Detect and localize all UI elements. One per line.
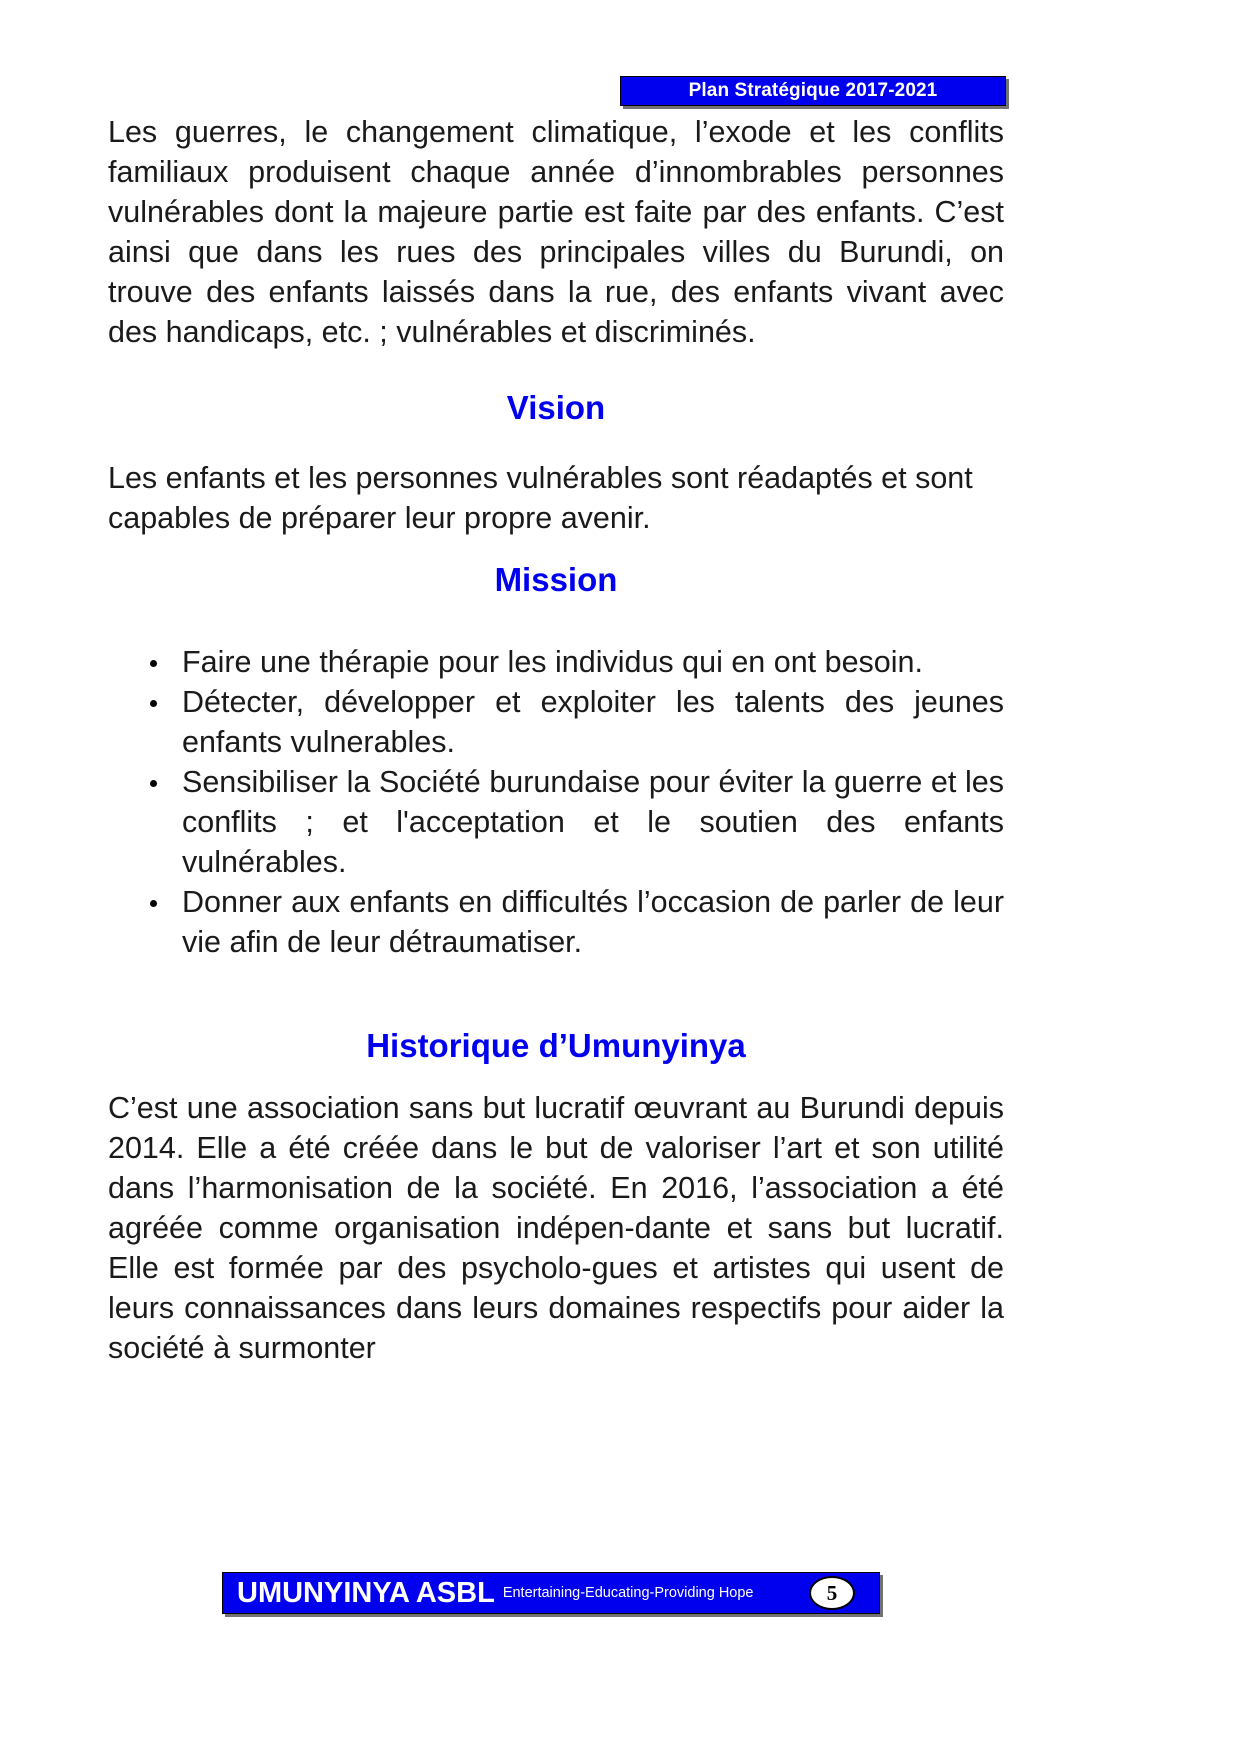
bullet-icon	[150, 700, 157, 707]
vision-heading: Vision	[506, 389, 606, 426]
list-item-label: Faire une thérapie pour les individus qui en ont besoin.	[182, 645, 923, 679]
list-item	[108, 682, 1004, 762]
list-item	[108, 762, 1004, 882]
footer-banner	[222, 1572, 880, 1614]
spacer	[108, 428, 1004, 458]
vision-paragraph: Les enfants et les personnes vulnérables sont réadaptés et sont capables de préparer leur propre avenir.	[108, 461, 973, 535]
document-body	[108, 112, 1004, 1368]
spacer	[108, 962, 1004, 1026]
list-item-label: Sensibiliser la Société burundaise pour éviter la guerre et les conflits ; et l'acceptation et le soutien des enfants vulnérables.	[182, 765, 1004, 879]
bullet-icon	[150, 900, 157, 907]
spacer	[108, 600, 1004, 642]
header-banner-title: Plan Stratégique 2017-2021	[688, 80, 938, 101]
list-item-label: Détecter, développer et exploiter les talents des jeunes enfants vulnerables.	[182, 685, 1004, 759]
footer-tagline: Entertaining-Educating-Providing Hope	[502, 1585, 754, 1601]
page-number: 5	[826, 1580, 838, 1605]
mission-list	[108, 642, 1004, 962]
page-number-badge	[809, 1576, 855, 1610]
spacer	[108, 352, 1004, 388]
header-banner	[620, 76, 1006, 106]
spacer	[108, 538, 1004, 560]
intro-paragraph: Les guerres, le changement climatique, l’exode et les conflits familiaux produisent chaque année d’innombrables personnes vulnérables dont la majeure partie est faite par des enfants. C’est ainsi que dans les rues des principales villes du Burundi, on trouve des enfants laissés dans la rue, des enfants vivant avec des handicaps, etc. ; vulnérables et discriminés.	[108, 115, 1004, 349]
footer-organization-name: UMUNYINYA ASBL	[237, 1576, 495, 1609]
mission-heading: Mission	[494, 561, 618, 598]
historique-heading: Historique d’Umunyinya	[366, 1027, 746, 1064]
list-item	[108, 642, 1004, 682]
list-item	[108, 882, 1004, 962]
historique-paragraph: C’est une association sans but lucratif œuvrant au Burundi depuis 2014. Elle a été créée dans le but de valoriser l’art et son utilité dans l’harmonisation de la société. En 2016, l’association a été agréée comme organisation indépen-dante et sans but lucratif. Elle est formée par des psycholo-gues et artistes qui usent de leurs connaissances dans leurs domaines respectifs pour aider la société à surmonter	[108, 1091, 1004, 1365]
bullet-icon	[150, 660, 157, 667]
spacer	[108, 1066, 1004, 1088]
list-item-label: Donner aux enfants en difficultés l’occasion de parler de leur vie afin de leur détraumatiser.	[182, 885, 1004, 959]
bullet-icon	[150, 780, 157, 787]
